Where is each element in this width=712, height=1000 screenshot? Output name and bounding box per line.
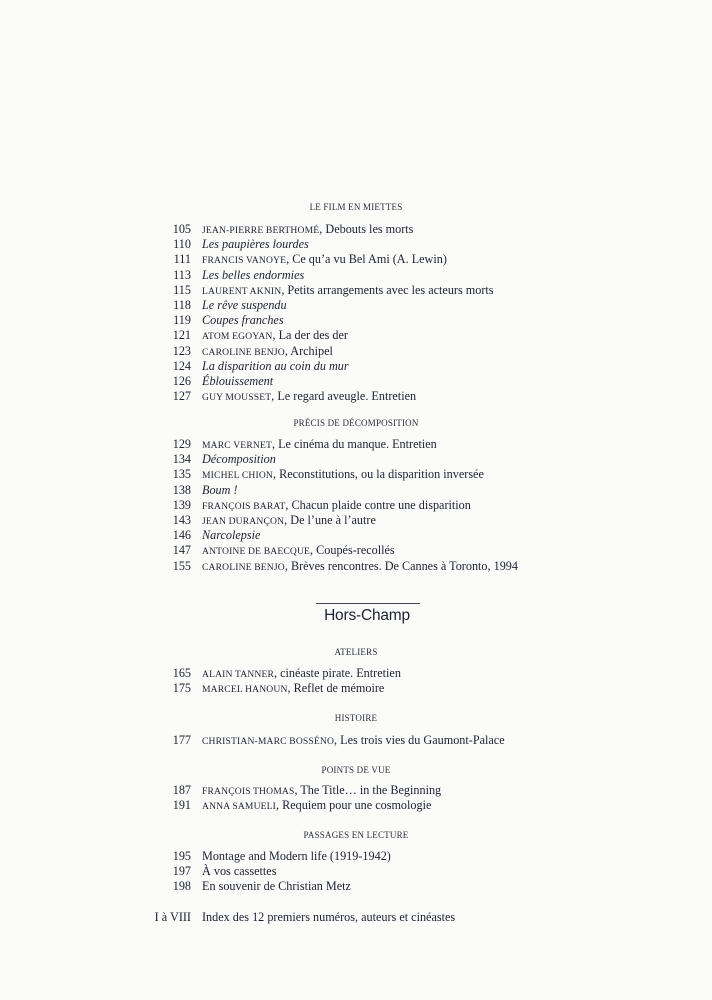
entry-author: MARCEL HANOUN	[202, 684, 288, 696]
entry-title: En souvenir de Christian Metz	[202, 879, 351, 894]
list-item	[150, 328, 590, 343]
page-number: 121	[172, 328, 191, 343]
section-heading-ateliers: ATELIERS	[334, 647, 378, 657]
entry-text: JEAN-PIERRE BERTHOMÉ, Debouts les morts	[202, 222, 414, 236]
list-item	[150, 733, 590, 748]
section-heading-passages-en-lecture: PASSAGES EN LECTURE	[303, 830, 409, 840]
list-item	[150, 237, 590, 252]
entry-title: Reflet de mémoire	[293, 681, 385, 696]
list-item	[150, 222, 590, 237]
list-item	[150, 313, 590, 328]
page-number: I à VIII	[154, 910, 191, 924]
entry-author: MICHEL CHION	[202, 470, 273, 482]
entry-text: MARCEL HANOUN, Reflet de mémoire	[202, 681, 385, 696]
page-number: 126	[172, 373, 191, 388]
page-number: 147	[172, 543, 191, 558]
entries-ateliers	[150, 666, 590, 696]
entry-title: Le regard aveugle. Entretien	[277, 389, 417, 404]
entry-title: Brèves rencontres. De Cannes à Toronto, 1994	[290, 558, 518, 573]
list-item	[150, 666, 590, 681]
page-number: 197	[172, 864, 191, 879]
entries-passages-en-lecture	[150, 849, 590, 895]
page-number: 138	[172, 482, 191, 497]
entry-text: CHRISTIAN-MARC BOSSÉNO, Les trois vies du Gaumont-Palace	[202, 733, 505, 747]
entry-text	[202, 237, 309, 252]
entries-le-film-en-miettes	[150, 222, 590, 404]
list-item	[150, 528, 590, 543]
entry-title: À vos cassettes	[202, 864, 277, 879]
entry-text: CAROLINE BENJO, Brèves rencontres. De Cannes à Toronto, 1994	[202, 558, 518, 573]
page-number: 127	[172, 389, 191, 404]
entry-title: Les trois vies du Gaumont-Palace	[340, 733, 505, 747]
section-heading-precis-de-decomposition: PRÉCIS DE DÉCOMPOSITION	[293, 418, 419, 428]
entry-title: Le cinéma du manque. Entretien	[278, 437, 437, 451]
entry-text	[202, 359, 349, 374]
entry-text: FRANÇOIS THOMAS, The Title… in the Beginning	[202, 783, 442, 797]
page-number: 123	[172, 343, 191, 358]
page-number: 135	[172, 467, 191, 482]
list-item	[150, 283, 590, 298]
entry-title: De l’une à l’autre	[290, 512, 376, 527]
entry-author: LAURENT AKNIN	[202, 285, 282, 297]
list-item	[150, 483, 590, 498]
entries-precis-de-decomposition	[150, 437, 590, 574]
page-number: 195	[172, 849, 191, 863]
entry-title: Reconstitutions, ou la disparition inversée	[279, 467, 484, 482]
entry-author: ALAIN TANNER	[202, 669, 275, 680]
entry-author: JEAN DURANÇON	[202, 515, 285, 527]
page-number: 134	[172, 452, 191, 467]
list-item	[150, 849, 590, 864]
list-item	[150, 359, 590, 374]
page-number: 110	[173, 237, 191, 252]
page-number: 187	[172, 783, 191, 797]
entry-text: FRANCIS VANOYE, Ce qu’a vu Bel Ami (A. Lewin)	[202, 252, 447, 267]
part-title-rule	[316, 603, 420, 604]
entry-title: Éblouissement	[202, 373, 274, 388]
page-number: 198	[172, 879, 191, 894]
entry-text	[202, 849, 391, 864]
entry-title: Les paupières lourdes	[202, 237, 309, 252]
page-number: 113	[173, 267, 191, 282]
page-number: 124	[172, 358, 191, 373]
list-item	[150, 498, 590, 513]
page-number: 155	[172, 558, 191, 573]
entry-title: La disparition au coin du mur	[202, 358, 349, 373]
section-heading-le-film-en-miettes: LE FILM EN MIETTES	[309, 202, 403, 212]
entry-title: Les belles endormies	[202, 267, 305, 282]
page-number: 175	[172, 681, 191, 696]
entry-title: Montage and Modern life (1919-1942)	[202, 849, 391, 863]
page-number: 115	[173, 282, 191, 297]
entry-author: CAROLINE BENJO	[202, 561, 285, 573]
list-item	[150, 864, 590, 879]
entry-text	[202, 528, 260, 543]
entry-title: Chacun plaide contre une disparition	[291, 497, 471, 512]
entry-title: Petits arrangements avec les acteurs morts	[287, 282, 494, 297]
list-item	[150, 513, 590, 528]
list-item	[150, 268, 590, 283]
entry-author: GUY MOUSSET	[202, 392, 272, 404]
entry-text: FRANÇOIS BARAT, Chacun plaide contre une disparition	[202, 497, 471, 512]
entry-text: ANNA SAMUELI, Requiem pour une cosmologie	[202, 798, 432, 813]
list-item	[150, 783, 590, 798]
entry-text: MICHEL CHION, Reconstitutions, ou la disparition inversée	[202, 467, 484, 482]
list-item	[150, 467, 590, 482]
section-heading-histoire: HISTOIRE	[334, 713, 378, 723]
entry-text: ALAIN TANNER, cinéaste pirate. Entretien	[202, 666, 401, 680]
entry-author: FRANÇOIS BARAT	[202, 500, 286, 512]
list-item	[150, 437, 590, 452]
entry-author: JEAN-PIERRE BERTHOMÉ	[202, 225, 320, 236]
page-number: 119	[173, 313, 191, 328]
entry-title: Archipel	[290, 343, 333, 358]
list-item	[150, 252, 590, 267]
entry-text	[202, 313, 284, 328]
list-item	[150, 344, 590, 359]
entry-title: Ce qu’a vu Bel Ami (A. Lewin)	[292, 252, 447, 267]
entry-title: The Title… in the Beginning	[300, 783, 442, 797]
page-number: 105	[172, 222, 191, 236]
entry-text: ATOM EGOYAN, La der des der	[202, 328, 348, 343]
entry-text: ANTOINE DE BAECQUE, Coupés-recollés	[202, 543, 395, 558]
entry-title: Narcolepsie	[202, 528, 261, 543]
entry-text	[202, 864, 276, 879]
page-number: 146	[172, 528, 191, 543]
entry-text	[202, 268, 304, 283]
entry-title: Coupes franches	[202, 313, 284, 328]
entry-title: Debouts les morts	[325, 222, 414, 236]
page-number: 165	[172, 666, 191, 680]
entry-title: cinéaste pirate. Entretien	[280, 666, 401, 680]
page-number: 111	[173, 252, 191, 267]
entry-author: FRANÇOIS THOMAS	[202, 786, 295, 797]
entry-text: MARC VERNET, Le cinéma du manque. Entretien	[202, 437, 437, 451]
part-title: Hors-Champ	[324, 607, 410, 624]
entry-title: Boum !	[202, 482, 238, 497]
entry-text: GUY MOUSSET, Le regard aveugle. Entretien	[202, 389, 417, 404]
entry-author: FRANCIS VANOYE	[202, 255, 287, 267]
list-item	[125, 910, 565, 925]
entry-author: MARC VERNET	[202, 440, 272, 451]
list-item	[150, 798, 590, 813]
index-entry	[125, 910, 565, 925]
page-number: 143	[172, 512, 191, 527]
entry-author: CAROLINE BENJO	[202, 346, 285, 358]
entry-title: Le rêve suspendu	[202, 297, 287, 312]
entry-title: Coupés-recollés	[316, 543, 395, 558]
list-item	[150, 879, 590, 894]
entries-histoire	[150, 733, 590, 748]
list-item	[150, 681, 590, 696]
page-number: 177	[172, 733, 191, 747]
entry-title: Index des 12 premiers numéros, auteurs et cinéastes	[202, 910, 456, 924]
page-number: 129	[172, 437, 191, 451]
list-item	[150, 298, 590, 313]
entry-text	[202, 452, 276, 467]
list-item	[150, 543, 590, 558]
entry-text	[202, 879, 351, 894]
entry-title: Requiem pour une cosmologie	[282, 798, 432, 813]
page-number: 191	[172, 798, 191, 813]
list-item	[150, 452, 590, 467]
entry-text: CAROLINE BENJO, Archipel	[202, 343, 333, 358]
entry-text	[202, 298, 287, 313]
entry-text: LAURENT AKNIN, Petits arrangements avec les acteurs morts	[202, 282, 494, 297]
section-heading-points-de-vue: POINTS DE VUE	[321, 765, 391, 775]
page-number: 139	[172, 497, 191, 512]
entry-author: ANNA SAMUELI	[202, 801, 277, 813]
entry-author: ANTOINE DE BAECQUE	[202, 546, 311, 558]
entry-text	[202, 374, 273, 389]
entry-title: Décomposition	[202, 452, 276, 467]
entry-author: CHRISTIAN-MARC BOSSÉNO	[202, 736, 335, 747]
page-number: 118	[173, 297, 191, 312]
entry-text	[202, 483, 238, 498]
entry-title: La der des der	[278, 328, 348, 343]
list-item	[150, 559, 590, 574]
entries-points-de-vue	[150, 783, 590, 813]
entry-text: JEAN DURANÇON, De l’une à l’autre	[202, 512, 376, 527]
entry-author: ATOM EGOYAN	[202, 331, 273, 343]
list-item	[150, 374, 590, 389]
list-item	[150, 389, 590, 404]
